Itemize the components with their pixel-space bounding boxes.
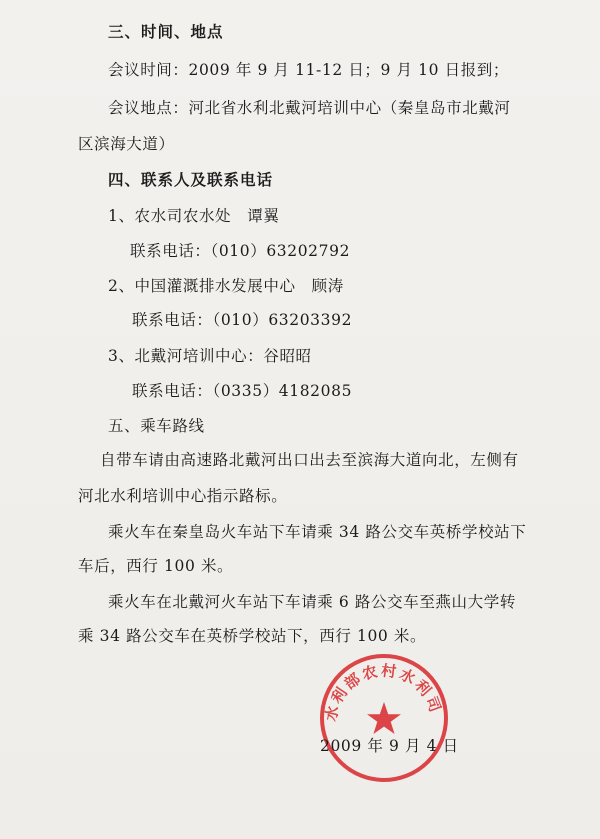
route-p2-line2: 车后，西行 100 米。 (78, 557, 234, 575)
seal-star-icon (367, 702, 401, 734)
route-p1-line2: 河北水利培训中心指示路标。 (78, 487, 288, 505)
contact-3-name: 3、北戴河培训中心：谷昭昭 (108, 347, 312, 365)
section5-title: 五、乘车路线 (108, 417, 205, 435)
contact-2-phone: 联系电话：（010）63203392 (132, 311, 353, 329)
section4-title: 四、联系人及联系电话 (108, 171, 274, 189)
contact-3-phone: 联系电话：（0335）4182085 (132, 382, 353, 400)
section3-title: 三、时间、地点 (108, 23, 224, 41)
meeting-place-line1: 会议地点：河北省水利北戴河培训中心（秦皇岛市北戴河 (108, 99, 511, 117)
meeting-place-line2: 区滨海大道） (78, 135, 175, 153)
route-p2-line1: 乘火车在秦皇岛火车站下车请乘 34 路公交车英桥学校站下 (108, 523, 527, 541)
route-p1-line1: 自带车请由高速路北戴河出口出去至滨海大道向北，左侧有 (100, 451, 519, 469)
contact-1-phone: 联系电话：（010）63202792 (130, 242, 351, 260)
route-p3-line1: 乘火车在北戴河火车站下车请乘 6 路公交车至燕山大学转 (108, 593, 516, 611)
document-date: 2009 年 9 月 4 日 (320, 737, 459, 755)
contact-2-name: 2、中国灌溉排水发展中心 顾涛 (108, 277, 344, 295)
official-seal (318, 652, 450, 784)
contact-1-name: 1、农水司农水处 谭翼 (108, 207, 280, 225)
meeting-time: 会议时间：2009 年 9 月 11-12 日；9 月 10 日报到； (108, 61, 509, 79)
seal-text: 水利部农村水利司 (321, 661, 446, 723)
route-p3-line2: 乘 34 路公交车在英桥学校站下，西行 100 米。 (78, 627, 427, 645)
